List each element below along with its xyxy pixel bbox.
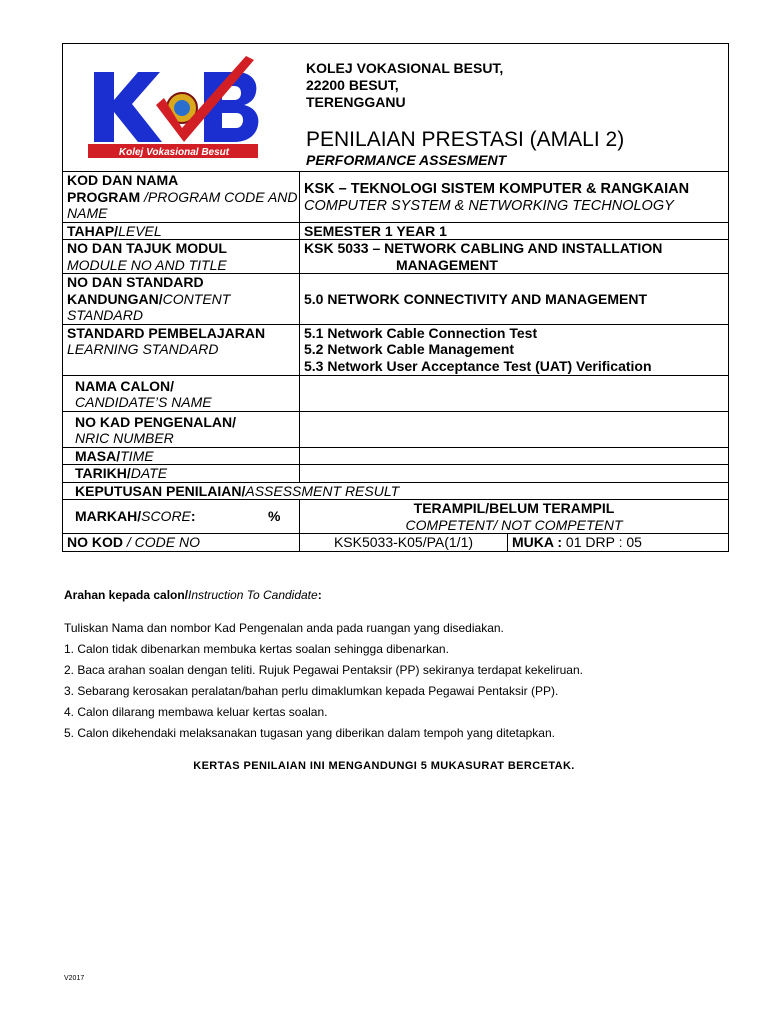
instructions-title: Arahan kepada calon/Instruction To Candidate: — [64, 588, 322, 602]
candidate-name-label: NAMA CALON/ CANDIDATE’S NAME — [63, 375, 300, 411]
instructions-intro: Tuliskan Nama dan nombor Kad Pengenalan anda pada ruangan yang disediakan. — [64, 621, 504, 635]
kvb-logo-icon — [86, 50, 266, 160]
date-field[interactable] — [300, 465, 729, 483]
row-date — [63, 465, 729, 483]
version-footer: V2017 — [64, 975, 85, 982]
level-value: SEMESTER 1 YEAR 1 — [300, 222, 729, 240]
competency-cell: TERAMPIL/BELUM TERAMPIL COMPETENT/ NOT COMPETENT — [300, 500, 729, 534]
cover-form-table — [62, 43, 729, 552]
row-learning-standard — [63, 324, 729, 375]
row-assessment-result — [63, 482, 729, 500]
logo-text: Kolej Vokasional Besut — [118, 147, 230, 158]
school-name: KOLEJ VOKASIONAL BESUT, — [306, 60, 504, 76]
code-value: KSK5033-K05/PA(1/1) — [300, 534, 508, 552]
candidate-name-field[interactable] — [300, 375, 729, 411]
row-code — [63, 534, 729, 552]
header-row — [63, 44, 729, 172]
content-standard-label: NO DAN STANDARD KANDUNGAN/CONTENT STANDARD — [63, 274, 300, 325]
school-state: TERENGGANU — [306, 94, 406, 110]
instruction-item: 5. Calon dikehendaki melaksanakan tugasan yang diberikan dalam tempoh yang ditetapkan. — [64, 726, 555, 740]
module-value: KSK 5033 – NETWORK CABLING AND INSTALLATION MANAGEMENT — [300, 240, 729, 274]
page-count-notice: KERTAS PENILAIAN INI MENGANDUNGI 5 MUKASURAT BERCETAK. — [193, 760, 575, 772]
assessment-result-label: KEPUTUSAN PENILAIAN/ASSESSMENT RESULT — [63, 482, 729, 500]
learning-standard-item: 5.3 Network User Acceptance Test (UAT) Verification — [304, 357, 652, 374]
page-count: MUKA : 01 DRP : 05 — [508, 534, 729, 552]
learning-standard-values — [300, 324, 729, 375]
score-percent: % — [268, 508, 281, 524]
code-label: NO KOD / CODE NO — [63, 534, 300, 552]
instruction-item: 1. Calon tidak dibenarkan membuka kertas soalan sehingga dibenarkan. — [64, 642, 449, 656]
content-standard-value: 5.0 NETWORK CONNECTIVITY AND MANAGEMENT — [300, 274, 729, 325]
row-content-standard — [63, 274, 729, 325]
row-program — [63, 172, 729, 223]
nric-label: NO KAD PENGENALAN/ NRIC NUMBER — [63, 411, 300, 447]
row-level — [63, 222, 729, 240]
learning-standard-item: 5.2 Network Cable Management — [304, 341, 515, 357]
school-postcode: 22200 BESUT, — [306, 77, 399, 93]
instruction-item: 4. Calon dilarang membawa keluar kertas soalan. — [64, 705, 328, 719]
level-label: TAHAP/LEVEL — [63, 222, 300, 240]
module-label: NO DAN TAJUK MODUL MODULE NO AND TITLE — [63, 240, 300, 274]
assessment-cover-sheet — [62, 43, 728, 552]
time-field[interactable] — [300, 447, 729, 465]
page-subtitle: PERFORMANCE ASSESMENT — [306, 152, 507, 168]
school-address — [306, 60, 503, 111]
instruction-item: 2. Baca arahan soalan dengan teliti. Rujuk Pegawai Pentaksir (PP) sekiranya terdapat kekeliruan. — [64, 663, 583, 677]
row-time — [63, 447, 729, 465]
nric-field[interactable] — [300, 411, 729, 447]
row-module — [63, 240, 729, 274]
program-value: KSK – TEKNOLOGI SISTEM KOMPUTER & RANGKAIAN COMPUTER SYSTEM & NETWORKING TECHNOLOGY — [300, 172, 729, 223]
header-cell — [63, 44, 729, 172]
date-label: TARIKH/DATE — [63, 465, 300, 483]
row-candidate-name — [63, 375, 729, 411]
row-nric — [63, 411, 729, 447]
instruction-item: 3. Sebarang kerosakan peralatan/bahan perlu dimaklumkan kepada Pegawai Pentaksir (PP). — [64, 684, 559, 698]
learning-standard-label: STANDARD PEMBELAJARAN LEARNING STANDARD — [63, 324, 300, 375]
time-label: MASA/TIME — [63, 447, 300, 465]
score-label: MARKAH/SCORE: % — [63, 500, 300, 534]
program-label: KOD DAN NAMA PROGRAM /PROGRAM CODE AND NAME — [63, 172, 300, 223]
learning-standard-item: 5.1 Network Cable Connection Test — [304, 324, 538, 341]
row-score — [63, 500, 729, 534]
page-title: PENILAIAN PRESTASI (AMALI 2) — [306, 128, 625, 151]
